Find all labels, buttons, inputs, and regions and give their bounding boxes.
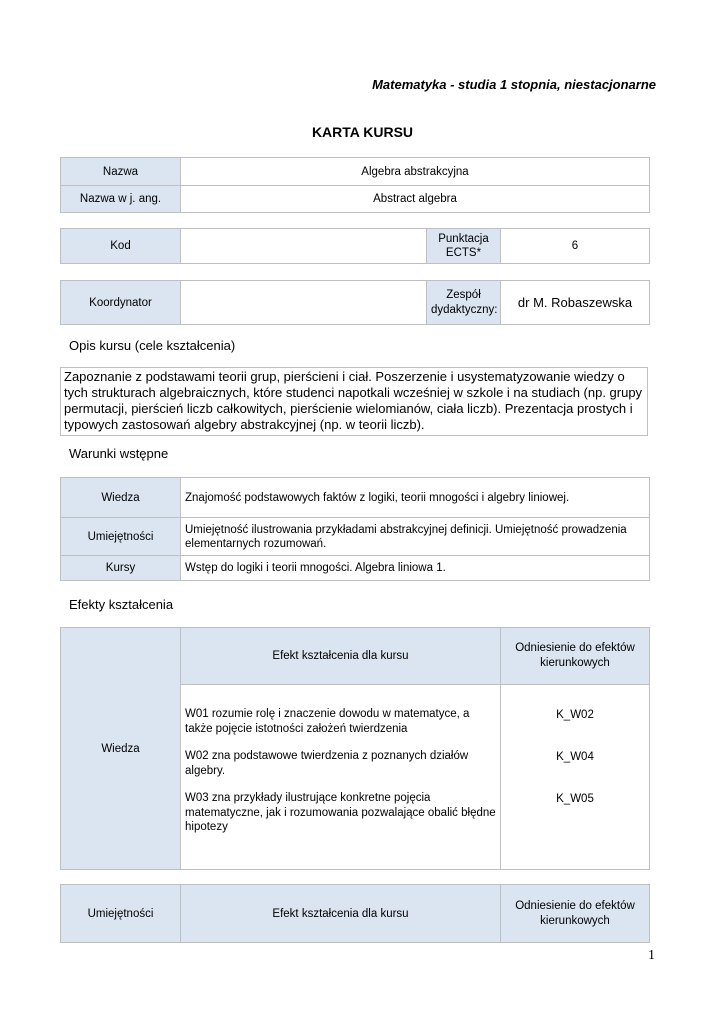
knowledge-code-w03: K_W05 [556,793,594,805]
knowledge-effect-w02: W02 zna podstawowe twierdzenia z poznanych działów algebry. [185,750,469,777]
knowledge-effect-w03: W03 zna przykłady ilustrujące konkretne pojęcia matematyczne, jak i rozumowania pozwalające obalić błędne hipotezy [185,792,496,833]
skills-effect-header: Efekt kształcenia dla kursu [181,885,501,943]
name-table [60,157,650,213]
prerequisites-heading: Warunki wstępne [69,446,169,461]
code-value [181,229,427,264]
description-box [60,367,648,436]
name-label: Nazwa [61,158,181,186]
prereq-courses-value: Wstęp do logiki i teorii mnogości. Algebra liniowa 1. [181,556,650,581]
description-text: Zapoznanie z podstawami teorii grup, pierścieni i ciał. Poszerzenie i usystematyzowanie wiedzy o tych strukturach algebraicznych, które studenci napotkali wcześniej w szkole i na studiach (np. grupy permutacji, pierścień liczb całkowitych, pierścienie wielomianów, ciała liczb). Prezentacja prostych i typowych zastosowań algebry abstrakcyjnej (np. w teorii liczb). [64,369,643,432]
team-label: Zespół dydaktyczny: [427,281,501,325]
skills-label: Umiejętności [61,885,181,943]
knowledge-effect-header: Efekt kształcenia dla kursu [181,628,501,685]
prereq-knowledge-value: Znajomość podstawowych faktów z logiki, teorii mnogości i algebry liniowej. [181,478,650,518]
skills-reference-header: Odniesienie do efektów kierunkowych [501,885,650,943]
code-label: Kod [61,229,181,264]
coordinator-table [60,280,650,325]
prerequisites-table [60,477,650,581]
coordinator-value [181,281,427,325]
knowledge-code-w01: K_W02 [556,709,594,721]
knowledge-effects-cell [181,685,501,870]
prereq-courses-label: Kursy [61,556,181,581]
ects-value: 6 [501,229,650,264]
knowledge-code-w02: K_W04 [556,751,594,763]
coordinator-label: Koordynator [61,281,181,325]
name-en-label: Nazwa w j. ang. [61,186,181,213]
prereq-skills-value: Umiejętność ilustrowania przykładami abstrakcyjnej definicji. Umiejętność prowadzenia elementarnych rozumowań. [181,518,650,556]
outcomes-heading: Efekty kształcenia [69,597,174,612]
code-table [60,228,650,264]
program-header: Matematyka - studia 1 stopnia, niestacjonarne [372,77,656,92]
skills-outcomes-table [60,884,650,943]
description-heading: Opis kursu (cele kształcenia) [69,338,236,353]
knowledge-effect-w01: W01 rozumie rolę i znaczenie dowodu w matematyce, a także pojęcie istotności założeń twierdzenia [185,708,470,735]
ects-label: Punktacja ECTS* [427,229,501,264]
prereq-knowledge-label: Wiedza [61,478,181,518]
document-title: KARTA KURSU [311,124,414,140]
knowledge-outcomes-table [60,627,650,870]
knowledge-codes-cell [501,685,650,870]
page-number: 1 [648,948,655,963]
team-value: dr M. Robaszewska [501,281,650,325]
prereq-skills-label: Umiejętności [61,518,181,556]
knowledge-reference-header: Odniesienie do efektów kierunkowych [501,628,650,685]
name-en-value: Abstract algebra [181,186,650,213]
name-value: Algebra abstrakcyjna [181,158,650,186]
knowledge-label: Wiedza [61,628,181,870]
